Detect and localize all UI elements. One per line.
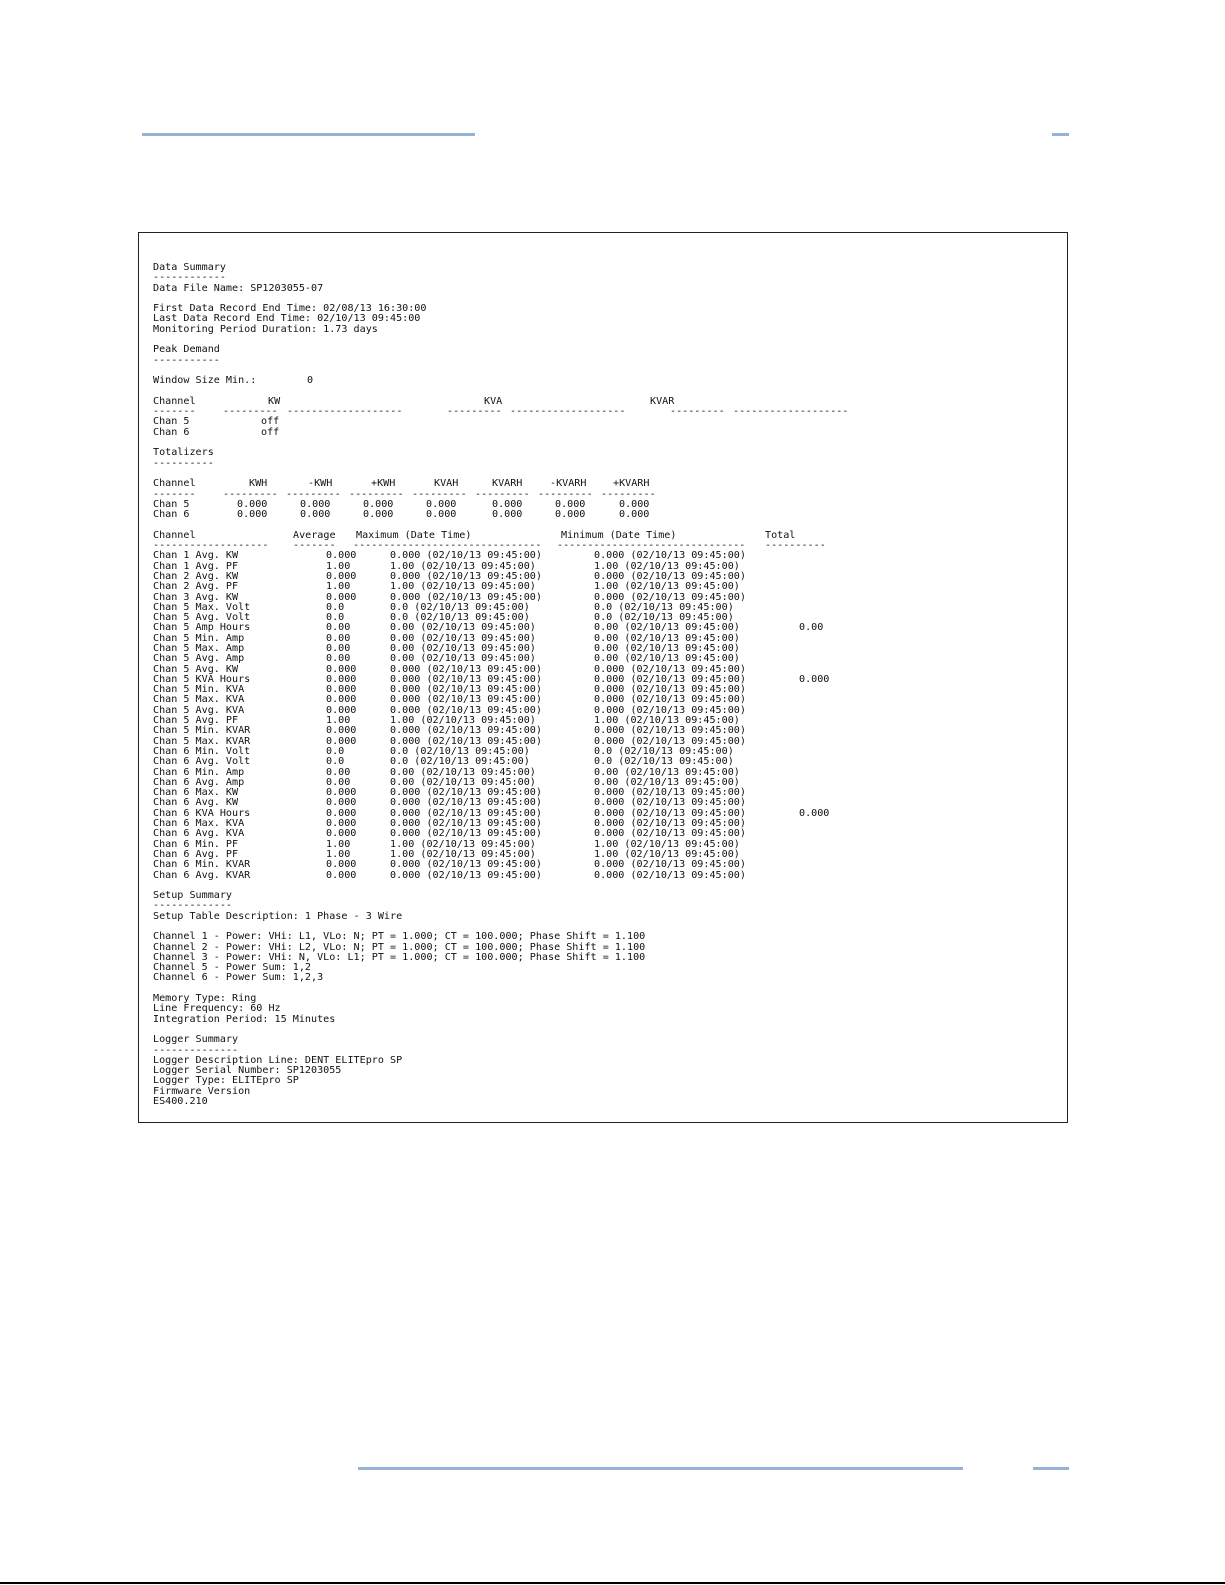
peak-demand-underline: ----------- — [153, 354, 220, 366]
stats-cell-average: 0.0 — [326, 745, 345, 757]
stats-cell-minimum: 1.00 (02/10/13 09:45:00) — [594, 560, 740, 572]
stats-cell-total: 0.00 — [799, 622, 824, 634]
stats-dash: ---------- — [765, 540, 826, 552]
tot-row-value: 0.000 — [492, 509, 523, 521]
peak-dash-row — [153, 407, 1067, 417]
stats-cell-minimum: 0.00 (02/10/13 09:45:00) — [594, 653, 740, 665]
stats-cell-maximum: 0.00 (02/10/13 09:45:00) — [390, 642, 536, 654]
stats-cell-average: 0.000 — [326, 591, 357, 603]
stats-cell-minimum: 0.000 (02/10/13 09:45:00) — [594, 859, 746, 871]
memory-type: Memory Type: Ring — [153, 993, 257, 1005]
first-record-time: First Data Record End Time: 02/08/13 16:30:00 — [153, 303, 427, 315]
header-rule-right — [1052, 133, 1069, 136]
tot-row-channel: Chan 6 — [153, 509, 190, 521]
stats-cell-total: 0.000 — [799, 673, 830, 685]
stats-cell-average: 0.000 — [326, 787, 357, 799]
stats-rows — [153, 551, 1067, 881]
tot-dash: --------- — [349, 488, 404, 500]
setup-channel-line: Channel 6 - Power Sum: 1,2,3 — [153, 972, 324, 984]
peak-row-channel: Chan 6 — [153, 426, 190, 438]
peak-header-kvar: KVAR — [650, 395, 675, 407]
stats-header-minimum: Minimum (Date Time) — [561, 529, 677, 541]
stats-cell-average: 0.000 — [326, 725, 357, 737]
stats-cell-channel: Chan 3 Avg. KW — [153, 591, 239, 603]
stats-cell-channel: Chan 5 KVA Hours — [153, 673, 251, 685]
stats-cell-maximum: 0.000 (02/10/13 09:45:00) — [390, 735, 542, 747]
stats-cell-average: 0.00 — [326, 776, 351, 788]
stats-row — [153, 871, 1067, 881]
stats-cell-channel: Chan 6 KVA Hours — [153, 807, 251, 819]
page-bottom-border — [0, 1582, 1225, 1584]
stats-cell-channel: Chan 5 Avg. KVA — [153, 704, 245, 716]
firmware-version-value: ES400.210 — [153, 1096, 208, 1108]
peak-dash: ------------------- — [510, 406, 626, 418]
peak-dash: --------- — [447, 406, 502, 418]
stats-dash: ------------------------------- — [353, 540, 542, 552]
stats-cell-minimum: 1.00 (02/10/13 09:45:00) — [594, 848, 740, 860]
stats-cell-average: 0.000 — [326, 869, 357, 881]
setup-channel-line: Channel 3 - Power: VHi: N, VLo: L1; PT = 1.000; CT = 100.000; Phase Shift = 1.100 — [153, 951, 646, 963]
stats-cell-channel: Chan 6 Avg. Amp — [153, 776, 245, 788]
stats-cell-average: 0.000 — [326, 818, 357, 830]
stats-cell-minimum: 0.000 (02/10/13 09:45:00) — [594, 725, 746, 737]
stats-cell-channel: Chan 5 Amp Hours — [153, 622, 251, 634]
stats-cell-minimum: 0.000 (02/10/13 09:45:00) — [594, 704, 746, 716]
tot-row-value: 0.000 — [363, 498, 394, 510]
stats-cell-average: 0.00 — [326, 632, 351, 644]
stats-cell-maximum: 1.00 (02/10/13 09:45:00) — [390, 715, 536, 727]
tot-row-value: 0.000 — [426, 509, 457, 521]
setup-summary-title: Setup Summary — [153, 890, 233, 902]
peak-row-channel: Chan 5 — [153, 416, 190, 428]
stats-cell-average: 0.000 — [326, 704, 357, 716]
stats-cell-minimum: 0.00 (02/10/13 09:45:00) — [594, 642, 740, 654]
tot-header-pos-kvarh: +KVARH — [613, 478, 650, 490]
stats-cell-maximum: 0.0 (02/10/13 09:45:00) — [390, 612, 530, 624]
stats-row — [153, 757, 1067, 767]
stats-cell-maximum: 0.0 (02/10/13 09:45:00) — [390, 756, 530, 768]
stats-cell-minimum: 0.0 (02/10/13 09:45:00) — [594, 612, 734, 624]
stats-cell-average: 0.000 — [326, 570, 357, 582]
totalizers-underline: ---------- — [153, 457, 214, 469]
stats-cell-channel: Chan 1 Avg. PF — [153, 560, 239, 572]
stats-cell-channel: Chan 6 Avg. Volt — [153, 756, 251, 768]
stats-cell-average: 0.000 — [326, 550, 357, 562]
stats-cell-maximum: 0.00 (02/10/13 09:45:00) — [390, 776, 536, 788]
stats-cell-minimum: 0.000 (02/10/13 09:45:00) — [594, 684, 746, 696]
stats-cell-channel: Chan 5 Max. Volt — [153, 601, 251, 613]
stats-cell-maximum: 0.000 (02/10/13 09:45:00) — [390, 704, 542, 716]
stats-cell-maximum: 0.000 (02/10/13 09:45:00) — [390, 787, 542, 799]
stats-cell-channel: Chan 5 Max. Amp — [153, 642, 245, 654]
stats-cell-minimum: 0.0 (02/10/13 09:45:00) — [594, 745, 734, 757]
peak-row — [153, 428, 1067, 438]
header-rule-left — [142, 133, 475, 136]
stats-cell-average: 0.000 — [326, 694, 357, 706]
stats-cell-total: 0.000 — [799, 807, 830, 819]
stats-cell-channel: Chan 5 Max. KVA — [153, 694, 245, 706]
peak-demand-title: Peak Demand — [153, 344, 220, 356]
stats-cell-average: 0.000 — [326, 684, 357, 696]
peak-header-channel: Channel — [153, 395, 196, 407]
stats-cell-channel: Chan 2 Avg. PF — [153, 581, 239, 593]
tot-header-kwh: KWH — [249, 478, 268, 490]
tot-header-kvah: KVAH — [434, 478, 459, 490]
stats-cell-channel: Chan 5 Max. KVAR — [153, 735, 251, 747]
last-record-time: Last Data Record End Time: 02/10/13 09:45:00 — [153, 313, 421, 325]
peak-dash: --------- — [223, 406, 278, 418]
setup-channel-line: Channel 2 - Power: VHi: L2, VLo: N; PT = 1.000; CT = 100.000; Phase Shift = 1.100 — [153, 941, 646, 953]
integration-period: Integration Period: 15 Minutes — [153, 1013, 336, 1025]
stats-cell-average: 1.00 — [326, 581, 351, 593]
stats-cell-channel: Chan 5 Avg. Amp — [153, 653, 245, 665]
stats-cell-average: 0.0 — [326, 612, 345, 624]
peak-header-kw: KW — [268, 395, 281, 407]
peak-dash: --------- — [670, 406, 725, 418]
stats-cell-maximum: 0.000 (02/10/13 09:45:00) — [390, 869, 542, 881]
stats-cell-average: 0.00 — [326, 622, 351, 634]
stats-cell-maximum: 0.000 (02/10/13 09:45:00) — [390, 694, 542, 706]
tot-row-value: 0.000 — [555, 509, 586, 521]
stats-header-channel: Channel — [153, 529, 196, 541]
stats-cell-maximum: 1.00 (02/10/13 09:45:00) — [390, 560, 536, 572]
totalizers-row — [153, 510, 1067, 520]
setup-summary-underline: ------------- — [153, 900, 233, 912]
stats-cell-channel: Chan 5 Avg. PF — [153, 715, 239, 727]
tot-header-pos-kwh: +KWH — [371, 478, 396, 490]
stats-header-maximum: Maximum (Date Time) — [356, 529, 472, 541]
stats-cell-minimum: 0.00 (02/10/13 09:45:00) — [594, 776, 740, 788]
stats-header-total: Total — [765, 529, 796, 541]
tot-dash: --------- — [223, 488, 278, 500]
stats-cell-channel: Chan 6 Min. KVAR — [153, 859, 251, 871]
totalizers-title: Totalizers — [153, 447, 214, 459]
stats-cell-channel: Chan 6 Min. Volt — [153, 745, 251, 757]
tot-header-channel: Channel — [153, 478, 196, 490]
stats-cell-minimum: 0.000 (02/10/13 09:45:00) — [594, 797, 746, 809]
stats-dash: ------------------------------- — [557, 540, 746, 552]
stats-cell-average: 1.00 — [326, 848, 351, 860]
stats-cell-channel: Chan 6 Max. KW — [153, 787, 239, 799]
logger-serial-number: Logger Serial Number: SP1203055 — [153, 1065, 342, 1077]
stats-header-average: Average — [293, 529, 336, 541]
stats-cell-channel: Chan 6 Min. Amp — [153, 766, 245, 778]
data-file-name: Data File Name: SP1203055-07 — [153, 282, 324, 294]
stats-cell-minimum: 0.000 (02/10/13 09:45:00) — [594, 663, 746, 675]
stats-cell-minimum: 0.000 (02/10/13 09:45:00) — [594, 550, 746, 562]
stats-cell-maximum: 0.0 (02/10/13 09:45:00) — [390, 601, 530, 613]
setup-channel-line: Channel 5 - Power Sum: 1,2 — [153, 962, 312, 974]
report-text — [153, 263, 1067, 1107]
peak-dash: ------------------- — [733, 406, 849, 418]
stats-cell-maximum: 1.00 (02/10/13 09:45:00) — [390, 838, 536, 850]
stats-cell-maximum: 0.000 (02/10/13 09:45:00) — [390, 828, 542, 840]
stats-cell-channel: Chan 6 Max. KVA — [153, 818, 245, 830]
logger-description-line: Logger Description Line: DENT ELITEpro SP — [153, 1054, 403, 1066]
stats-cell-average: 1.00 — [326, 838, 351, 850]
stats-cell-minimum: 1.00 (02/10/13 09:45:00) — [594, 838, 740, 850]
stats-cell-minimum: 0.0 (02/10/13 09:45:00) — [594, 756, 734, 768]
tot-row-channel: Chan 5 — [153, 498, 190, 510]
totalizers-row — [153, 500, 1067, 510]
monitoring-duration: Monitoring Period Duration: 1.73 days — [153, 323, 378, 335]
stats-cell-minimum: 0.000 (02/10/13 09:45:00) — [594, 818, 746, 830]
footer-rule-right — [1033, 1467, 1069, 1470]
stats-cell-minimum: 0.00 (02/10/13 09:45:00) — [594, 766, 740, 778]
stats-cell-minimum: 0.000 (02/10/13 09:45:00) — [594, 694, 746, 706]
stats-row — [153, 582, 1067, 592]
tot-header-kvarh: KVARH — [492, 478, 523, 490]
stats-cell-minimum: 0.000 (02/10/13 09:45:00) — [594, 828, 746, 840]
line-frequency: Line Frequency: 60 Hz — [153, 1003, 281, 1015]
footer-rule-left — [358, 1467, 963, 1470]
tot-row-value: 0.000 — [426, 498, 457, 510]
stats-cell-minimum: 1.00 (02/10/13 09:45:00) — [594, 715, 740, 727]
stats-cell-maximum: 0.00 (02/10/13 09:45:00) — [390, 632, 536, 644]
stats-cell-maximum: 0.000 (02/10/13 09:45:00) — [390, 591, 542, 603]
tot-header-neg-kwh: -KWH — [308, 478, 333, 490]
stats-cell-minimum: 0.000 (02/10/13 09:45:00) — [594, 807, 746, 819]
stats-cell-minimum: 0.000 (02/10/13 09:45:00) — [594, 787, 746, 799]
stats-cell-channel: Chan 6 Min. PF — [153, 838, 239, 850]
tot-row-value: 0.000 — [619, 509, 650, 521]
data-summary-underline: ------------ — [153, 272, 226, 284]
peak-dash: ------- — [153, 406, 196, 418]
stats-cell-average: 0.000 — [326, 859, 357, 871]
stats-cell-channel: Chan 6 Avg. KVA — [153, 828, 245, 840]
stats-cell-channel: Chan 6 Avg. PF — [153, 848, 239, 860]
window-size-value: 0 — [307, 375, 314, 387]
tot-dash: --------- — [286, 488, 341, 500]
stats-cell-maximum: 0.000 (02/10/13 09:45:00) — [390, 807, 542, 819]
stats-cell-maximum: 0.000 (02/10/13 09:45:00) — [390, 570, 542, 582]
stats-dash: ------------------- — [153, 540, 269, 552]
peak-dash: ------------------- — [287, 406, 403, 418]
firmware-version-label: Firmware Version — [153, 1085, 251, 1097]
stats-cell-minimum: 0.000 (02/10/13 09:45:00) — [594, 673, 746, 685]
tot-dash: --------- — [412, 488, 467, 500]
stats-cell-average: 0.000 — [326, 663, 357, 675]
stats-cell-channel: Chan 5 Min. KVAR — [153, 725, 251, 737]
stats-cell-maximum: 0.000 (02/10/13 09:45:00) — [390, 673, 542, 685]
stats-cell-average: 1.00 — [326, 560, 351, 572]
window-size-row — [153, 376, 1067, 386]
tot-row-value: 0.000 — [363, 509, 394, 521]
setup-table-description: Setup Table Description: 1 Phase - 3 Wire — [153, 910, 403, 922]
tot-row-value: 0.000 — [300, 498, 331, 510]
stats-cell-maximum: 0.000 (02/10/13 09:45:00) — [390, 725, 542, 737]
stats-cell-maximum: 0.00 (02/10/13 09:45:00) — [390, 653, 536, 665]
stats-cell-minimum: 0.00 (02/10/13 09:45:00) — [594, 632, 740, 644]
stats-cell-channel: Chan 6 Avg. KW — [153, 797, 239, 809]
stats-cell-average: 0.000 — [326, 807, 357, 819]
peak-row-kw: off — [261, 426, 280, 438]
tot-dash: --------- — [475, 488, 530, 500]
tot-row-value: 0.000 — [237, 509, 268, 521]
stats-cell-average: 0.00 — [326, 642, 351, 654]
stats-cell-minimum: 0.000 (02/10/13 09:45:00) — [594, 869, 746, 881]
tot-row-value: 0.000 — [300, 509, 331, 521]
stats-cell-maximum: 0.000 (02/10/13 09:45:00) — [390, 684, 542, 696]
report-frame — [138, 232, 1068, 1123]
peak-header-kva: KVA — [484, 395, 503, 407]
tot-header-neg-kvarh: -KVARH — [550, 478, 587, 490]
tot-dash: --------- — [538, 488, 593, 500]
stats-cell-maximum: 0.000 (02/10/13 09:45:00) — [390, 797, 542, 809]
stats-cell-minimum: 0.000 (02/10/13 09:45:00) — [594, 570, 746, 582]
stats-cell-maximum: 0.00 (02/10/13 09:45:00) — [390, 766, 536, 778]
stats-cell-maximum: 0.000 (02/10/13 09:45:00) — [390, 550, 542, 562]
stats-cell-average: 1.00 — [326, 715, 351, 727]
totalizers-header-row — [153, 479, 1067, 489]
stats-cell-channel: Chan 2 Avg. KW — [153, 570, 239, 582]
setup-channel-line: Channel 1 - Power: VHi: L1, VLo: N; PT = 1.000; CT = 100.000; Phase Shift = 1.100 — [153, 931, 646, 943]
stats-cell-minimum: 1.00 (02/10/13 09:45:00) — [594, 581, 740, 593]
stats-cell-minimum: 0.000 (02/10/13 09:45:00) — [594, 735, 746, 747]
stats-cell-minimum: 0.000 (02/10/13 09:45:00) — [594, 591, 746, 603]
stats-cell-channel: Chan 5 Min. KVA — [153, 684, 245, 696]
tot-dash: ------- — [153, 488, 196, 500]
tot-row-value: 0.000 — [237, 498, 268, 510]
stats-dash: ------- — [293, 540, 336, 552]
totalizers-dash-row — [153, 490, 1067, 500]
stats-cell-minimum: 0.0 (02/10/13 09:45:00) — [594, 601, 734, 613]
stats-row — [153, 860, 1067, 870]
tot-row-value: 0.000 — [619, 498, 650, 510]
stats-cell-maximum: 0.000 (02/10/13 09:45:00) — [390, 818, 542, 830]
stats-cell-average: 0.000 — [326, 735, 357, 747]
peak-row — [153, 417, 1067, 427]
stats-cell-maximum: 0.00 (02/10/13 09:45:00) — [390, 622, 536, 634]
tot-row-value: 0.000 — [555, 498, 586, 510]
stats-cell-average: 0.00 — [326, 653, 351, 665]
stats-cell-average: 0.000 — [326, 797, 357, 809]
data-summary-title: Data Summary — [153, 262, 226, 273]
stats-cell-channel: Chan 1 Avg. KW — [153, 550, 239, 562]
stats-cell-average: 0.0 — [326, 601, 345, 613]
stats-cell-maximum: 0.0 (02/10/13 09:45:00) — [390, 745, 530, 757]
tot-dash: --------- — [601, 488, 656, 500]
stats-cell-minimum: 0.00 (02/10/13 09:45:00) — [594, 622, 740, 634]
stats-cell-channel: Chan 5 Avg. Volt — [153, 612, 251, 624]
stats-cell-average: 0.000 — [326, 828, 357, 840]
stats-cell-average: 0.0 — [326, 756, 345, 768]
stats-cell-channel: Chan 5 Avg. KW — [153, 663, 239, 675]
tot-row-value: 0.000 — [492, 498, 523, 510]
logger-summary-title: Logger Summary — [153, 1034, 239, 1046]
stats-cell-maximum: 1.00 (02/10/13 09:45:00) — [390, 581, 536, 593]
window-size-label: Window Size Min.: — [153, 375, 257, 387]
stats-cell-average: 0.000 — [326, 673, 357, 685]
stats-cell-channel: Chan 5 Min. Amp — [153, 632, 245, 644]
peak-row-kw: off — [261, 416, 280, 428]
stats-cell-average: 0.00 — [326, 766, 351, 778]
stats-cell-maximum: 1.00 (02/10/13 09:45:00) — [390, 848, 536, 860]
logger-summary-underline: -------------- — [153, 1044, 239, 1056]
stats-cell-maximum: 0.000 (02/10/13 09:45:00) — [390, 859, 542, 871]
stats-cell-channel: Chan 6 Avg. KVAR — [153, 869, 251, 881]
stats-cell-maximum: 0.000 (02/10/13 09:45:00) — [390, 663, 542, 675]
logger-type: Logger Type: ELITEpro SP — [153, 1075, 299, 1087]
